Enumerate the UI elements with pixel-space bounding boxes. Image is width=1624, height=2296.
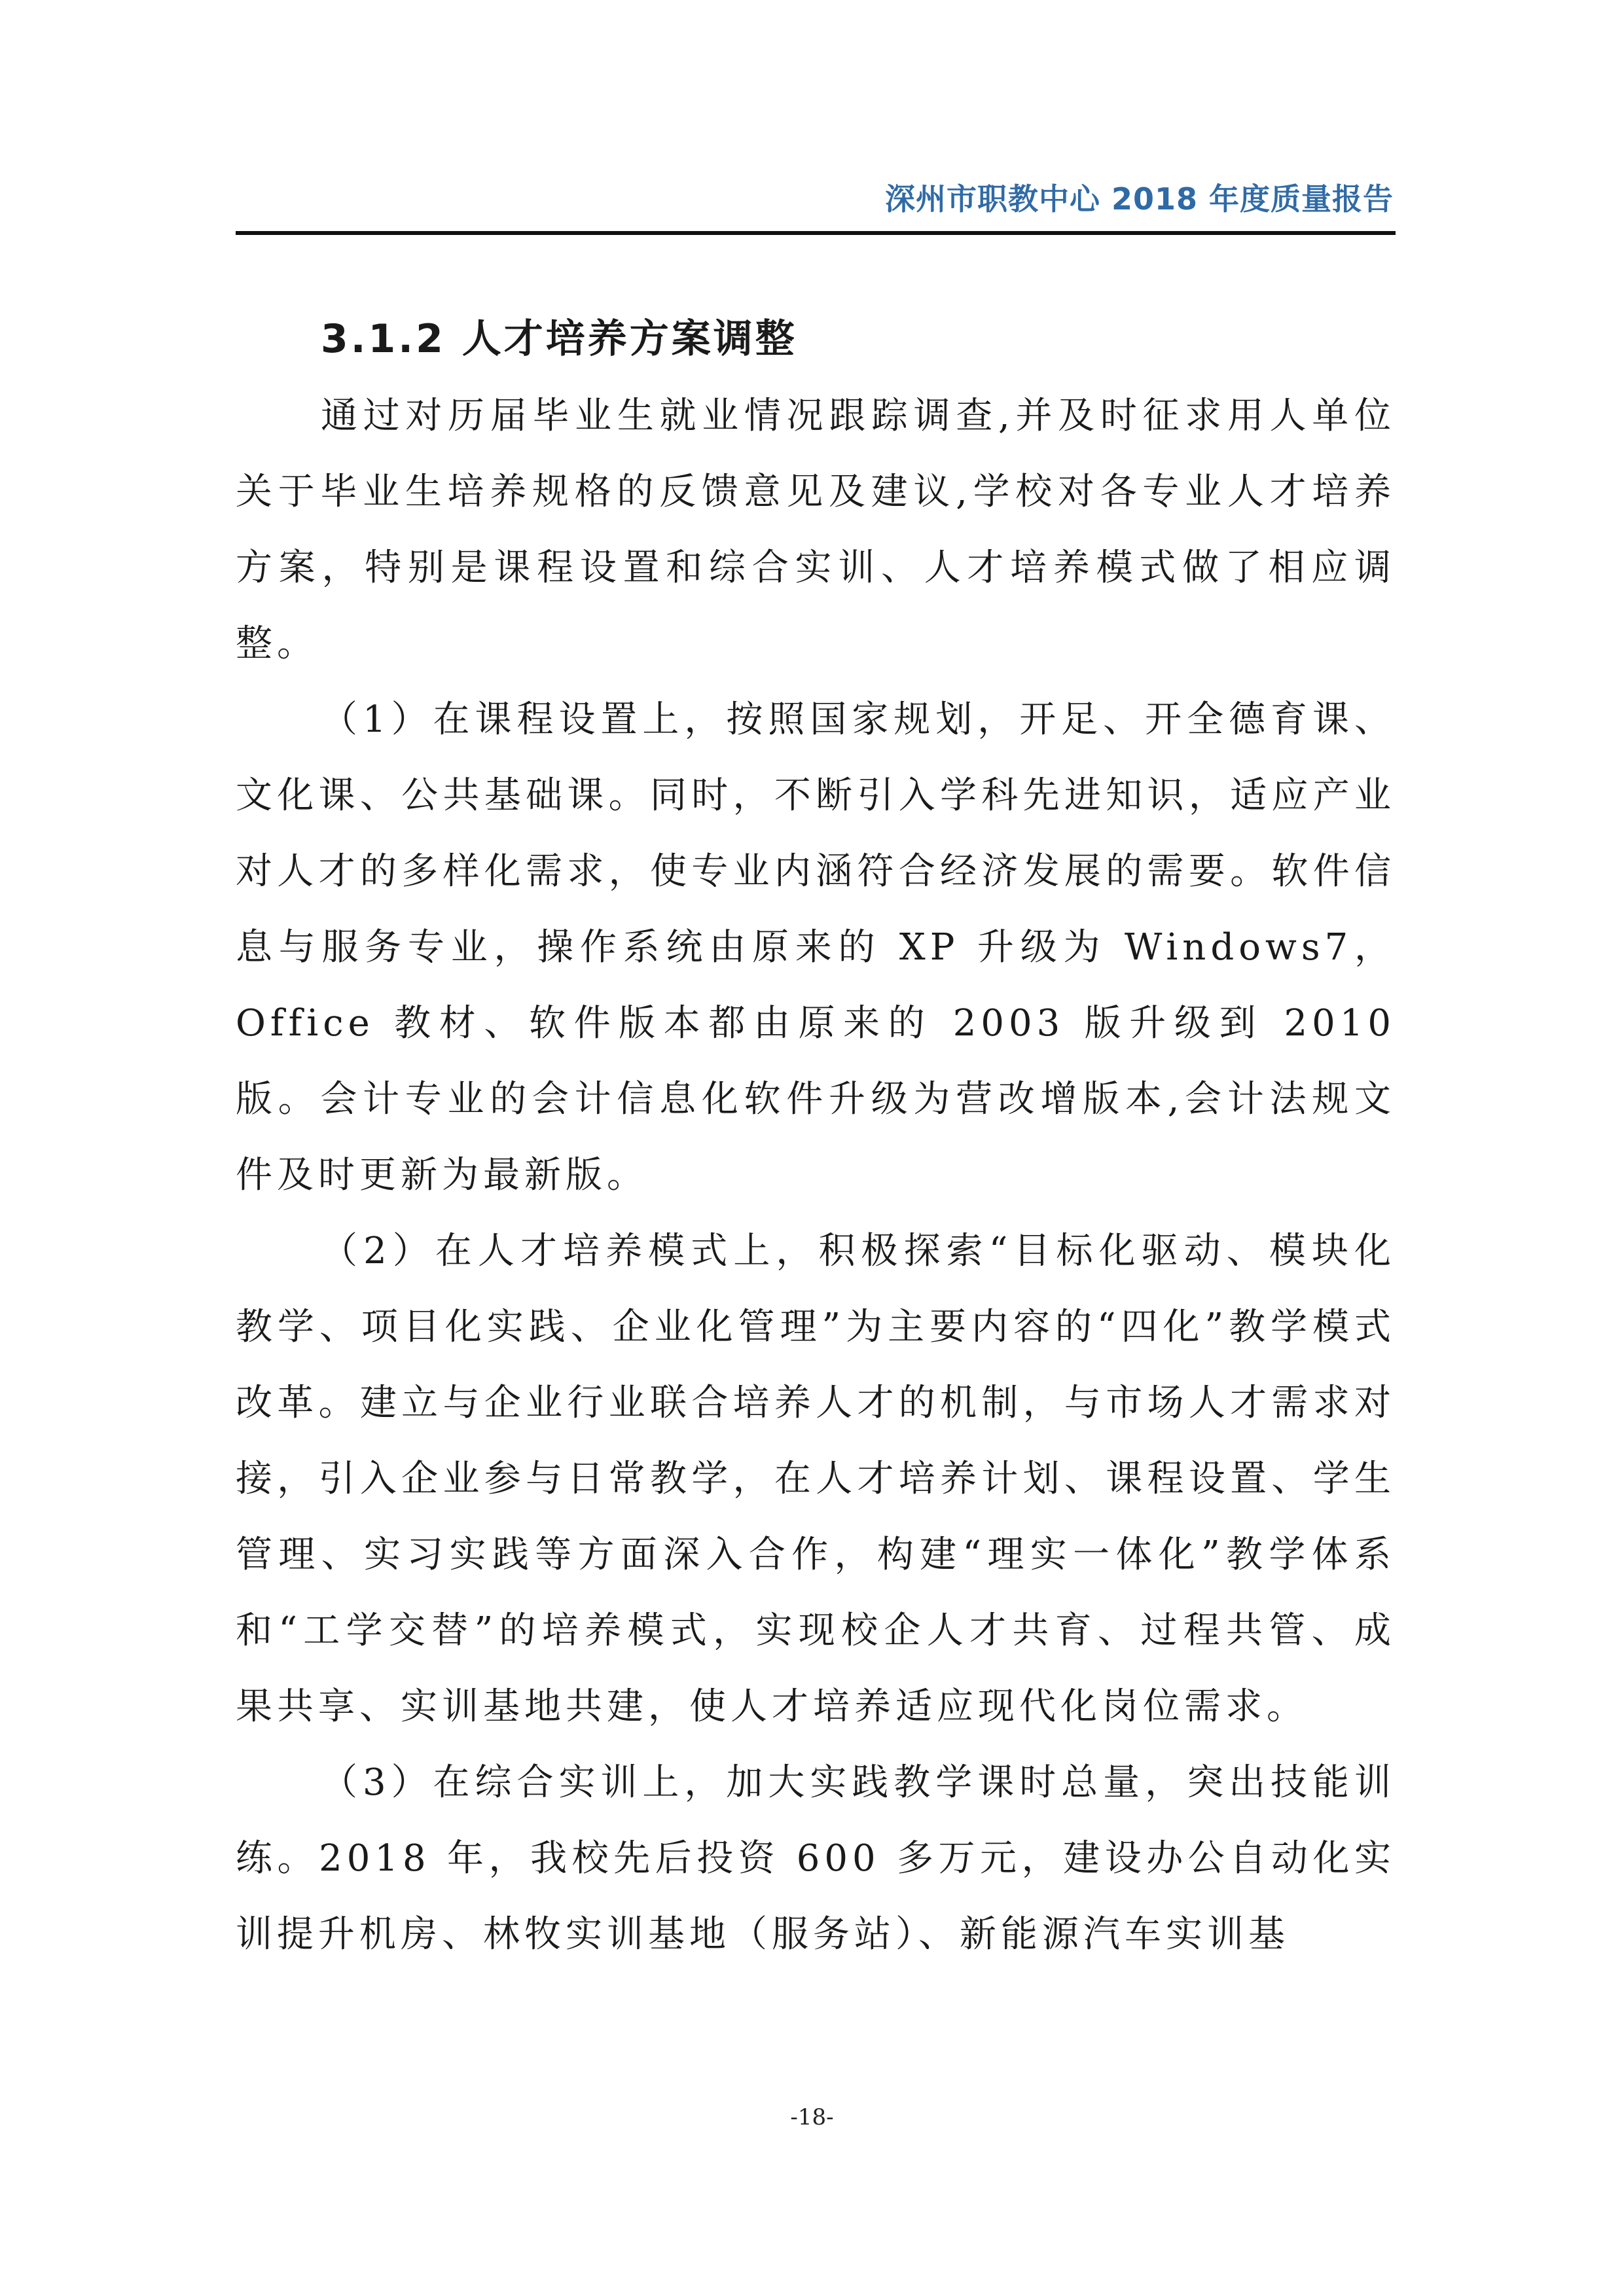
paragraph-intro: 通过对历届毕业生就业情况跟踪调查,并及时征求用人单位关于毕业生培养规格的反馈意见及建议,学校对各专业人才培养方案，特别是课程设置和综合实训、人才培养模式做了相应调整。	[236, 395, 1396, 665]
report-header-title: 深州市职教中心 2018 年度质量报告	[884, 181, 1394, 217]
paragraph-practical-training: （3）在综合实训上，加大实践教学课时总量，突出技能训练。2018 年，我校先后投资 600 多万元，建设办公自动化实训提升机房、林牧实训基地（服务站）、新能源汽车实训基	[236, 1761, 1396, 1956]
paragraph-training-model: （2）在人才培养模式上，积极探索“目标化驱动、模块化教学、项目化实践、企业化管理”为主要内容的“四化”教学模式改革。建立与企业行业联合培养人才的机制，与市场人才需求对接，引入企业参与日常教学，在人才培养计划、课程设置、学生管理、实习实践等方面深入合作，构建“理实一体化”教学体系和“工学交替”的培养模式，实现校企人才共育、过程共管、成果共享、实训基地共建，使人才培养适应现代化岗位需求。	[236, 1230, 1396, 1728]
section-heading: 3.1.2 人才培养方案调整	[321, 316, 797, 362]
paragraph-course-setting: （1）在课程设置上，按照国家规划，开足、开全德育课、文化课、公共基础课。同时，不断引入学科先进知识，适应产业对人才的多样化需求，使专业内涵符合经济发展的需要。软件信息与服务专业，操作系统由原来的 XP 升级为 Windows7，Office 教材、软件版本都由原来的 2003 版升级到 2010 版。会计专业的会计信息化软件升级为营改增版本,会计法规文件及时更新为最新版。	[236, 698, 1396, 1196]
page-content	[236, 288, 1396, 1973]
header-divider	[236, 231, 1396, 235]
page-number: -18-	[790, 2104, 834, 2130]
